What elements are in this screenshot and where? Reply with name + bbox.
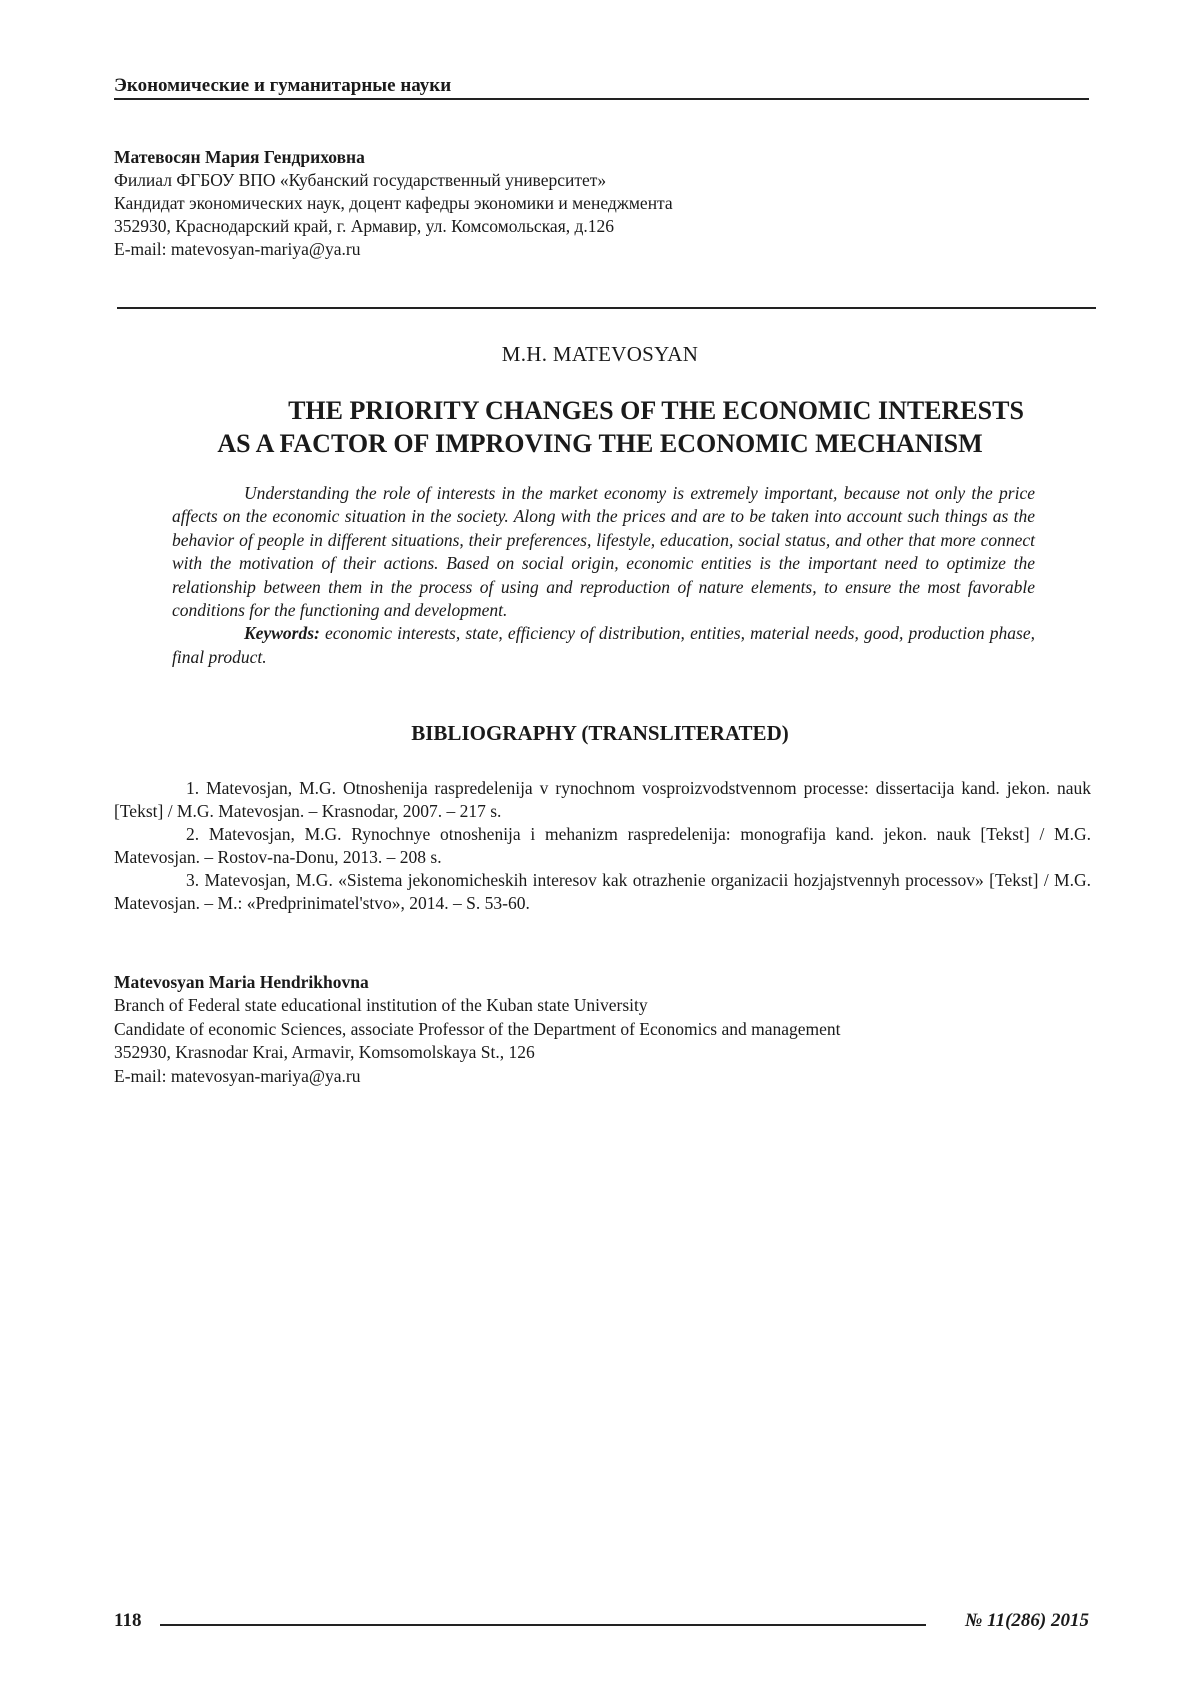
author-email-ru: E-mail: matevosyan-mariya@ya.ru <box>114 239 361 259</box>
author-name-ru: Матевосян Мария Гендриховна <box>114 147 365 167</box>
bibliography-heading: BIBLIOGRAPHY (TRANSLITERATED) <box>411 721 789 745</box>
author-info-ru <box>114 146 1074 261</box>
bibliography-item: 2. Matevosjan, M.G. Rynochnye otnoshenija i mehanizm raspredelenija: monografija kand. jekon. nauk [Tekst] / M.G. Matevosjan. – Rostov-na-Donu, 2013. – 208 s. <box>114 824 1091 867</box>
footer-rule <box>160 1624 926 1626</box>
author-degree-ru: Кандидат экономических наук, доцент кафедры экономики и менеджмента <box>114 193 673 213</box>
issue-number: № 11(286) 2015 <box>965 1610 1089 1631</box>
section-divider <box>117 307 1096 309</box>
keywords-label: Keywords: <box>244 623 320 644</box>
article-title-line-2: AS A FACTOR OF IMPROVING THE ECONOMIC MECHANISM <box>217 429 983 458</box>
author-name-en: Matevosyan Maria Hendrikhovna <box>114 972 369 992</box>
abstract <box>172 482 1035 669</box>
author-email-en: E-mail: matevosyan-mariya@ya.ru <box>114 1065 361 1086</box>
page-number: 118 <box>114 1610 142 1631</box>
bibliography-item: 1. Matevosjan, M.G. Otnoshenija raspredelenija v rynochnom vosproizvodstvennom processe: dissertacija kand. jekon. nauk [Tekst] / M.G. Matevosjan. – Krasnodar, 2007. – 217 s. <box>114 778 1091 821</box>
running-header: Экономические и гуманитарные науки <box>114 74 1089 100</box>
article-title-line-1: THE PRIORITY CHANGES OF THE ECONOMIC INTERESTS <box>288 396 1024 425</box>
article-title <box>120 394 1080 460</box>
keywords <box>172 622 1035 669</box>
article-author-line: M.H. MATEVOSYAN <box>501 342 699 366</box>
author-affiliation-ru: Филиал ФГБОУ ВПО «Кубанский государственный университет» <box>114 170 607 190</box>
author-address-ru: 352930, Краснодарский край, г. Армавир, ул. Комсомольская, д.126 <box>114 216 615 236</box>
bibliography-item: 3. Matevosjan, M.G. «Sistema jekonomicheskih interesov kak otrazhenie organizacii hozjajstvennyh processov» [Tekst] / M.G. Matevosjan. – M.: «Predprinimatel'stvo», 2014. – S. 53-60. <box>114 870 1091 913</box>
bibliography <box>114 777 1091 915</box>
author-degree-en: Candidate of economic Sciences, associate Professor of the Department of Economics and management <box>114 1018 841 1039</box>
page-footer <box>114 1610 1089 1636</box>
keywords-text: economic interests, state, efficiency of distribution, entities, material needs, good, production phase, final product. <box>172 623 1035 667</box>
abstract-text: Understanding the role of interests in the market economy is extremely important, because not only the price affects on the economic situation in the society. Along with the prices and are to be taken into account such things as the behavior of people in different situations, their preferences, lifestyle, education, social status, and other that more connect with the motivation of their actions. Based on social origin, economic entities is the important need to optimize the relationship between them in the process of using and reproduction of nature elements, to ensure the most favorable conditions for the functioning and development. <box>172 483 1035 621</box>
author-info-en <box>114 971 1091 1088</box>
author-affiliation-en: Branch of Federal state educational institution of the Kuban state University <box>114 995 648 1016</box>
author-address-en: 352930, Krasnodar Krai, Armavir, Komsomolskaya St., 126 <box>114 1042 535 1063</box>
